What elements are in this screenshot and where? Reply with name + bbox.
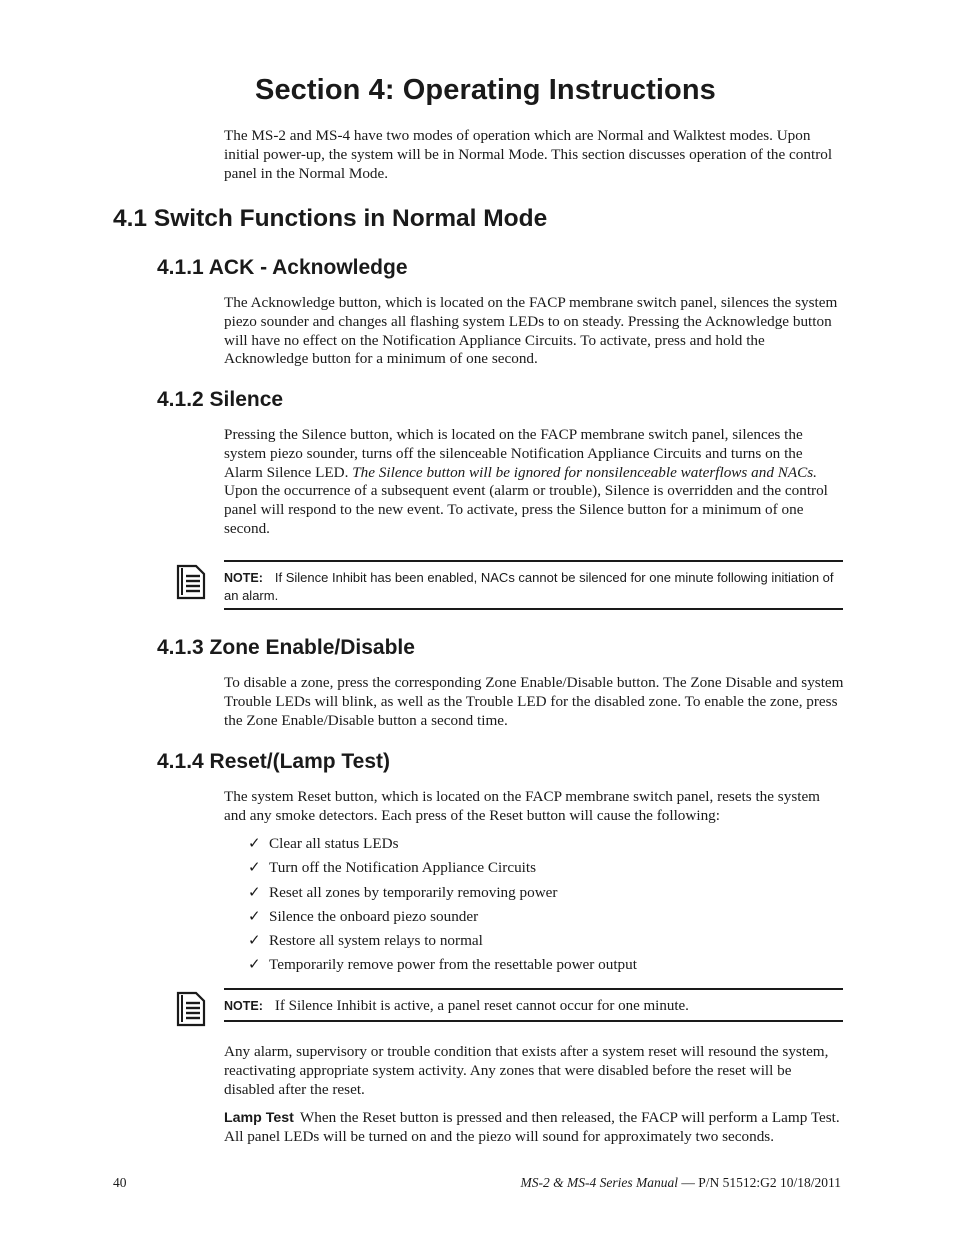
after-reset-paragraph: Any alarm, supervisory or trouble condition that exists after a system reset will resound the system, reactivating appropriate system activity. Any zones that were disabled before the reset will be disabled after the reset. [224,1043,829,1098]
list-item: ✓ Reset all zones by temporarily removing power [248,881,637,905]
note-text: If Silence Inhibit is active, a panel reset cannot occur for one minute. [274,998,689,1014]
list-item: ✓ Temporarily remove power from the resettable power output [248,953,637,977]
silence-text-1: Pressing the Silence button, which is located on the FACP membrane switch panel, silences the system piezo sounder, turns off the silenceable Notification Appliance Circuits and turns on the Alarm Silence LED. [224,426,803,481]
heading-4-1-4: 4.1.4 Reset/(Lamp Test) [157,750,391,773]
note-document-icon [176,989,206,1027]
heading-4-1-2: 4.1.2 Silence [157,388,284,411]
list-item: ✓ Turn off the Notification Appliance Circuits [248,856,637,880]
heading-4-1-1: 4.1.1 ACK - Acknowledge [157,256,408,279]
footer-manual-info [521,1175,842,1191]
list-item: ✓ Clear all status LEDs [248,832,637,856]
check-icon: ✓ [248,884,261,901]
silence-text-2: Upon the occurrence of a subsequent event (alarm or trouble), Silence is overridden and the control panel will respond to the new event. To activate, press the Silence button for a minimum of one second. [224,482,828,537]
reset-checklist [248,832,637,978]
list-item: ✓ Restore all system relays to normal [248,929,637,953]
manual-title: MS-2 & MS-4 Series Manual [520,1175,678,1190]
check-icon: ✓ [248,908,261,925]
heading-4-1-3: 4.1.3 Zone Enable/Disable [157,636,415,659]
reset-paragraph: The system Reset button, which is located on the FACP membrane switch panel, resets the system and any smoke detectors. Each press of the Reset button will cause the following: [224,788,820,824]
lamp-test-body: When the Reset button is pressed and then released, the FACP will perform a Lamp Test. All panel LEDs will be turned on and the piezo will sound for approximately two seconds. [224,1109,840,1145]
check-icon: ✓ [248,933,261,950]
note-label: NOTE: [224,999,263,1013]
lamp-test-paragraph [224,1109,844,1147]
note-panel-reset [224,988,843,1022]
part-info: — P/N 51512:G2 10/18/2011 [677,1175,841,1190]
silence-text-italic: The Silence button will be ignored for nonsilenceable waterflows and NACs. [352,463,817,481]
intro-paragraph: The MS-2 and MS-4 have two modes of operation which are Normal and Walktest modes. Upon initial power-up, the system will be in Normal Mode. This section discusses operation of the control panel in the Normal Mode. [224,127,833,182]
note-document-icon [176,562,206,600]
check-icon: ✓ [248,860,261,877]
lamp-test-label: Lamp Test [224,1110,294,1126]
list-item: ✓ Silence the onboard piezo sounder [248,905,637,929]
note-label: NOTE: [224,571,263,585]
page-number: 40 [113,1175,127,1190]
zone-paragraph: To disable a zone, press the corresponding Zone Enable/Disable button. The Zone Disable and system Trouble LEDs will blink, as well as the Trouble LED for the disabled zone. To enable the zone, press the Zone Enable/Disable button a second time. [224,674,844,729]
check-icon: ✓ [248,957,261,974]
ack-paragraph: The Acknowledge button, which is located on the FACP membrane switch panel, silences the system piezo sounder and changes all flashing system LEDs to on steady. Pressing the Acknowledge button will have no effect on the Notification Appliance Circuits. To activate, press and hold the Acknowledge button for a minimum of one second. [224,294,838,368]
check-icon: ✓ [248,836,261,852]
silence-paragraph [224,426,844,539]
heading-4-1: 4.1 Switch Functions in Normal Mode [113,205,548,232]
section-title: Section 4: Operating Instructions [255,74,716,106]
note-silence-inhibit [224,560,843,610]
note-text: If Silence Inhibit has been enabled, NACs cannot be silenced for one minute following initiation of an alarm. [224,570,834,603]
